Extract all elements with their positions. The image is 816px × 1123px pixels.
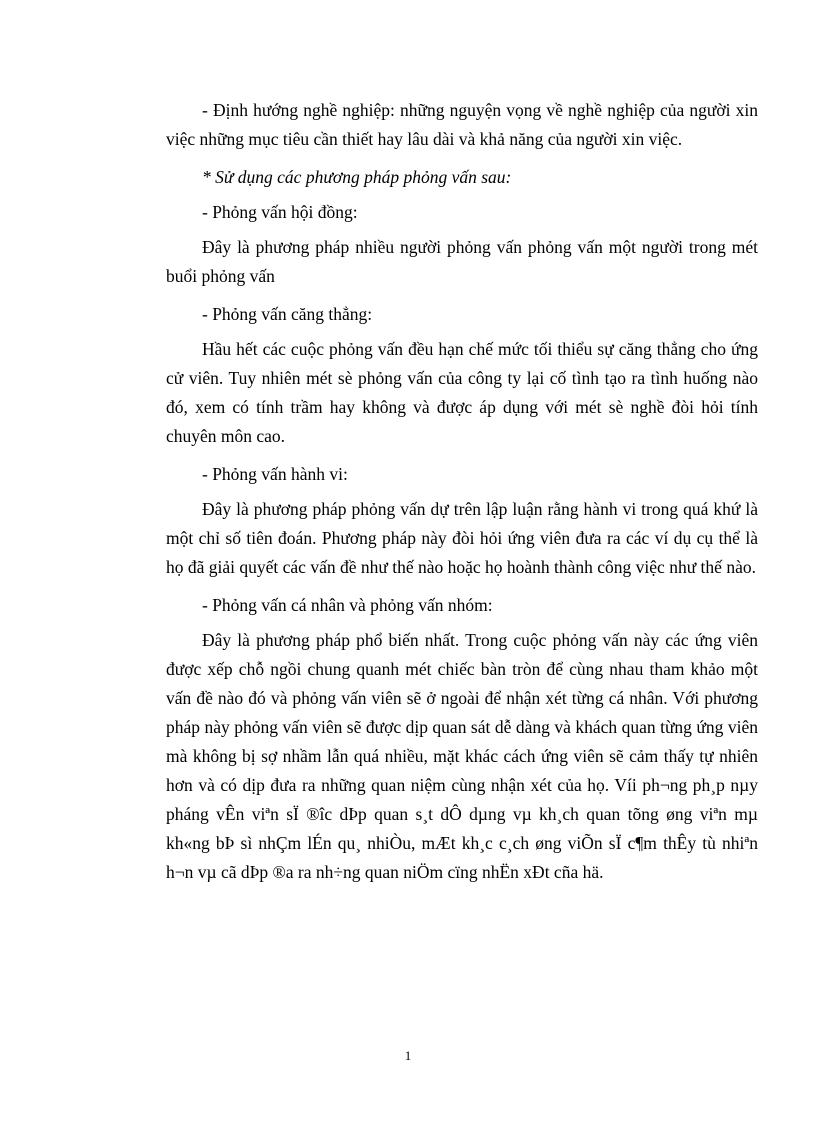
document-page (166, 96, 758, 896)
paragraph-behavioral-interview: Đây là phương pháp phỏng vấn dự trên lập luận rằng hành vi trong quá khứ là một chỉ số tiên đoán. Phương pháp này đòi hỏi ứng viên đưa ra các ví dụ cụ thể là họ đã giải quyết các vấn đề như thế nào hoặc họ hoành thành công việc như thế nào. (166, 499, 758, 577)
heading-individual-group-interview: - Phỏng vấn cá nhân và phỏng vấn nhóm: (202, 595, 493, 615)
paragraph-individual-group-interview: Đây là phương pháp phổ biến nhất. Trong cuộc phỏng vấn này các ứng viên được xếp chỗ ngồi chung quanh mét chiếc bàn tròn để cùng nhau tham khảo một vấn đề nào đó và phỏng vấn viên sẽ ở ngoài để nhận xét từng cá nhân. Với phương pháp này phỏng vấn viên sẽ được dịp quan sát dễ dàng và khách quan từng ứng viên mà không bị sợ nhầm lẫn quá nhiều, mặt khác cách ứng viên sẽ cảm thấy tự nhiên hơn và có dịp đưa ra những quan niệm cùng nhận xét của họ. Víi ph¬ng ph¸p nµy pháng vÊn viªn sÏ ®îc dÞp quan s¸t dÔ dµng vµ kh¸ch quan tõng øng viªn mµ kh«ng bÞ sì nhÇm lÉn qu¸ nhiÒu, mÆt kh¸c c¸ch øng viÕn sÏ c¶m thÊy tù nhiªn h¬n vµ cã dÞp ®a ra nh÷ng quan niÖm cïng nhËn xÐt cña hä. (166, 630, 758, 882)
paragraph-career-orientation: - Định hướng nghề nghiệp: những nguyện vọng về nghề nghiệp của người xin việc những mục tiêu cần thiết hay lâu dài và khả năng của người xin việc. (166, 100, 758, 149)
heading-behavioral-interview: - Phỏng vấn hành vi: (202, 464, 348, 484)
page-number: 1 (404, 1048, 412, 1063)
paragraph-panel-interview: Đây là phương pháp nhiều người phỏng vấn phỏng vấn một người trong mét buổi phỏng vấn (166, 237, 758, 286)
paragraph-stress-interview: Hầu hết các cuộc phỏng vấn đều hạn chế mức tối thiểu sự căng thẳng cho ứng cử viên. Tuy nhiên mét sè phỏng vấn của công ty lại cố tình tạo ra tình huống nào đó, xem có tính trầm hay không và được áp dụng với mét sè nghề đòi hỏi tính chuyên môn cao. (166, 339, 758, 446)
section-heading-interview-methods: * Sử dụng các phương pháp phỏng vấn sau: (202, 167, 512, 187)
heading-panel-interview: - Phỏng vấn hội đồng: (202, 202, 358, 222)
heading-stress-interview: - Phỏng vấn căng thẳng: (202, 304, 373, 324)
